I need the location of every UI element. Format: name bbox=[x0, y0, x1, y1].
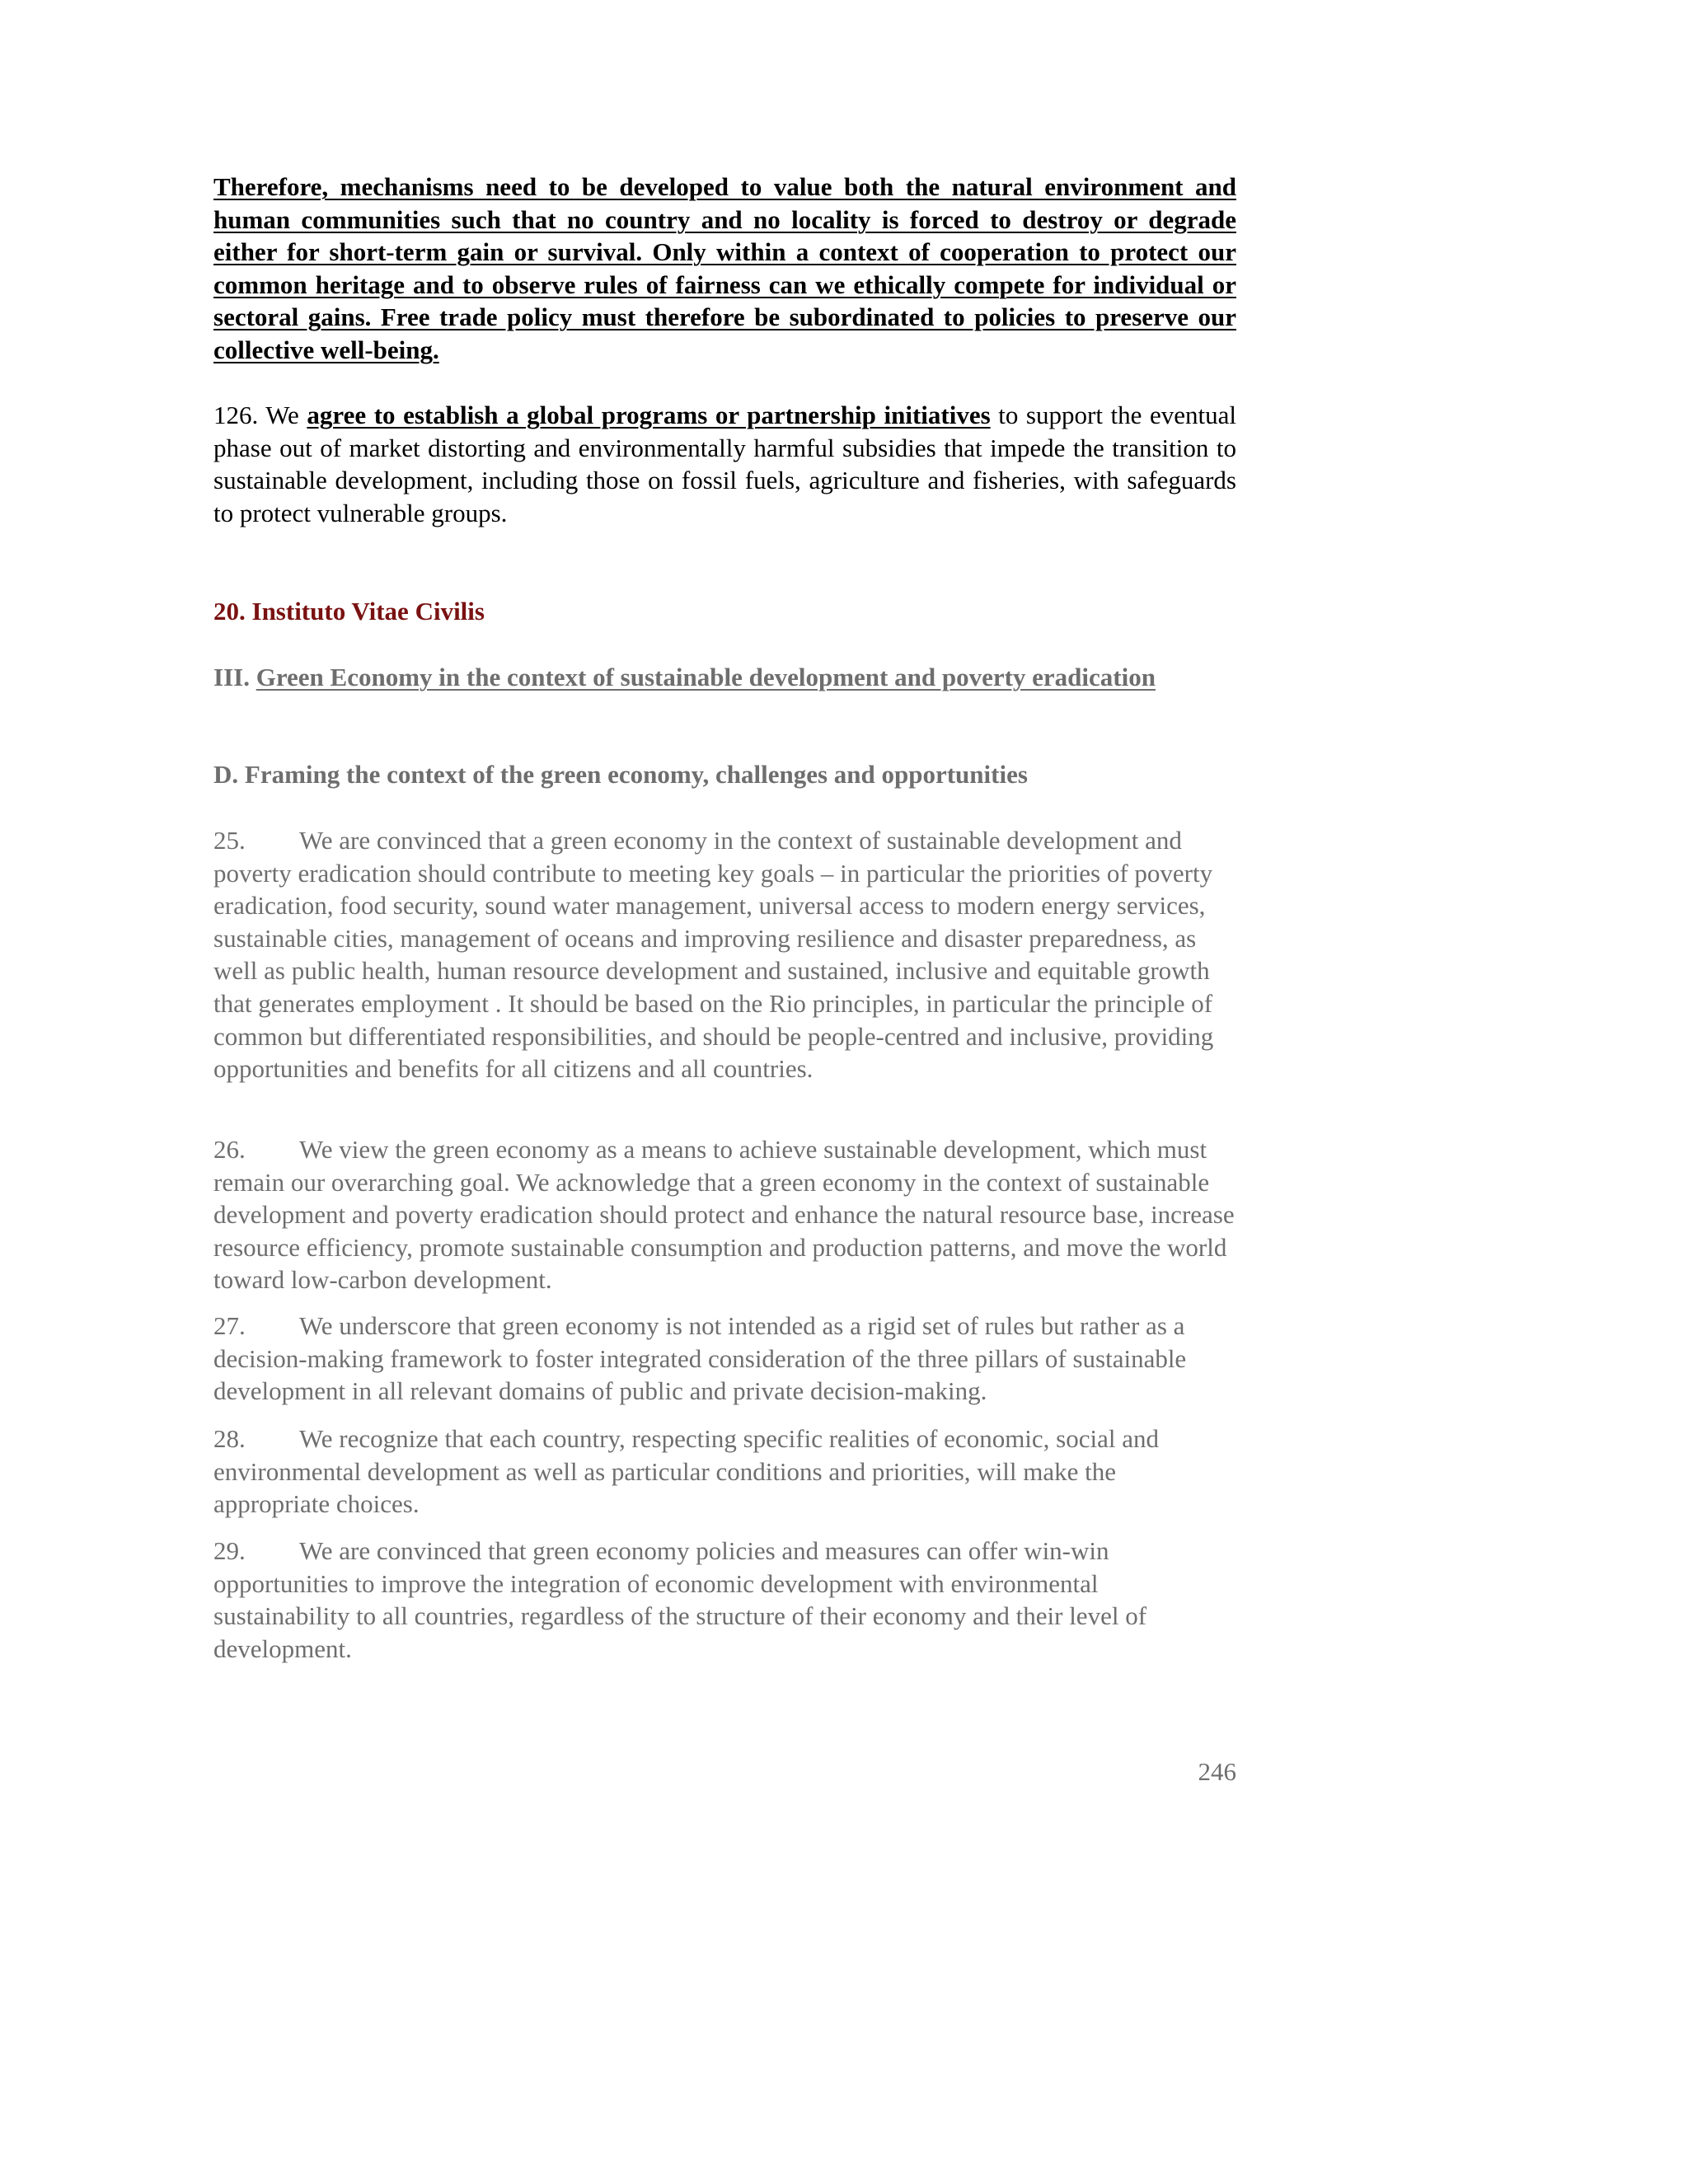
paragraph-text: We underscore that green economy is not intended as a rigid set of rules but rather as a decision-making framework to foster integrated consideration of the three pillars of sustainable development in all relevant domains of public and private decision-making. bbox=[213, 1311, 1187, 1406]
underlined-statement bbox=[213, 171, 1236, 367]
underlined-statement-text: Therefore, mechanisms need to be developed to value both the natural environment and human communities such that no country and no locality is forced to destroy or degrade either for short-term gain or survival. Only within a context of cooperation to protect our common heritage and to observe rules of fairness can we ethically compete for individual or sectoral gains. Free trade policy must therefore be subordinated to policies to preserve our collective well-being. bbox=[213, 172, 1236, 364]
paragraph-number: 26. bbox=[213, 1135, 246, 1164]
paragraph-text: We recognize that each country, respecting specific realities of economic, social and environmental development as well as particular conditions and priorities, will make the appropriate choices. bbox=[213, 1424, 1159, 1519]
paragraph-126-prefix: 126. We bbox=[213, 401, 307, 429]
paragraph-text: We are convinced that a green economy in the context of sustainable development and poverty eradication should contribute to meeting key goals – in particular the priorities of poverty eradication, food security, sound water management, universal access to modern energy services, sustainable cities, management of oceans and improving resilience and disaster preparedness, as well as public health, human resource development and sustained, inclusive and equitable growth that generates employment . It should be based on the Rio principles, in particular the principle of common but differentiated responsibilities, and should be people-centred and inclusive, providing opportunities and benefits for all citizens and all countries. bbox=[213, 826, 1214, 1084]
numbered-paragraph bbox=[213, 824, 1236, 1085]
numbered-paragraph bbox=[213, 1310, 1236, 1408]
paragraph-126-body: to support the eventual phase out of market distorting and environmentally harmful subsidies that impede the transition to sustainable development, including those on fossil fuels, agriculture and fisheries, with safeguards to protect vulnerable groups. bbox=[213, 401, 1236, 527]
paragraph-number: 29. bbox=[213, 1536, 246, 1565]
org-heading: 20. Instituto Vitae Civilis bbox=[213, 597, 485, 626]
page-number: 246 bbox=[1198, 1757, 1236, 1786]
paragraph-number: 25. bbox=[213, 826, 246, 855]
section-heading-title: Green Economy in the context of sustainable development and poverty eradication bbox=[256, 663, 1156, 691]
paragraph-number: 27. bbox=[213, 1311, 246, 1340]
paragraph-number: 28. bbox=[213, 1424, 246, 1453]
paragraph-126-emphasis: agree to establish a global programs or partnership initiatives bbox=[307, 401, 991, 429]
paragraph-text: We view the green economy as a means to achieve sustainable development, which must remain our overarching goal. We acknowledge that a green economy in the context of sustainable development and poverty eradication should protect and enhance the natural resource base, increase resource efficiency, promote sustainable consumption and production patterns, and move the world toward low-carbon development. bbox=[213, 1135, 1235, 1295]
section-heading bbox=[213, 661, 1236, 694]
subsection-heading: D. Framing the context of the green economy, challenges and opportunities bbox=[213, 760, 1028, 789]
paragraph-text: We are convinced that green economy policies and measures can offer win-win opportunities to improve the integration of economic development with environmental sustainability to all countries, regardless of the structure of their economy and their level of development. bbox=[213, 1536, 1147, 1663]
numbered-paragraph bbox=[213, 1535, 1236, 1665]
paragraph-126 bbox=[213, 399, 1236, 529]
numbered-paragraph bbox=[213, 1133, 1236, 1296]
section-heading-number: III. bbox=[213, 663, 256, 691]
numbered-paragraph bbox=[213, 1422, 1236, 1521]
